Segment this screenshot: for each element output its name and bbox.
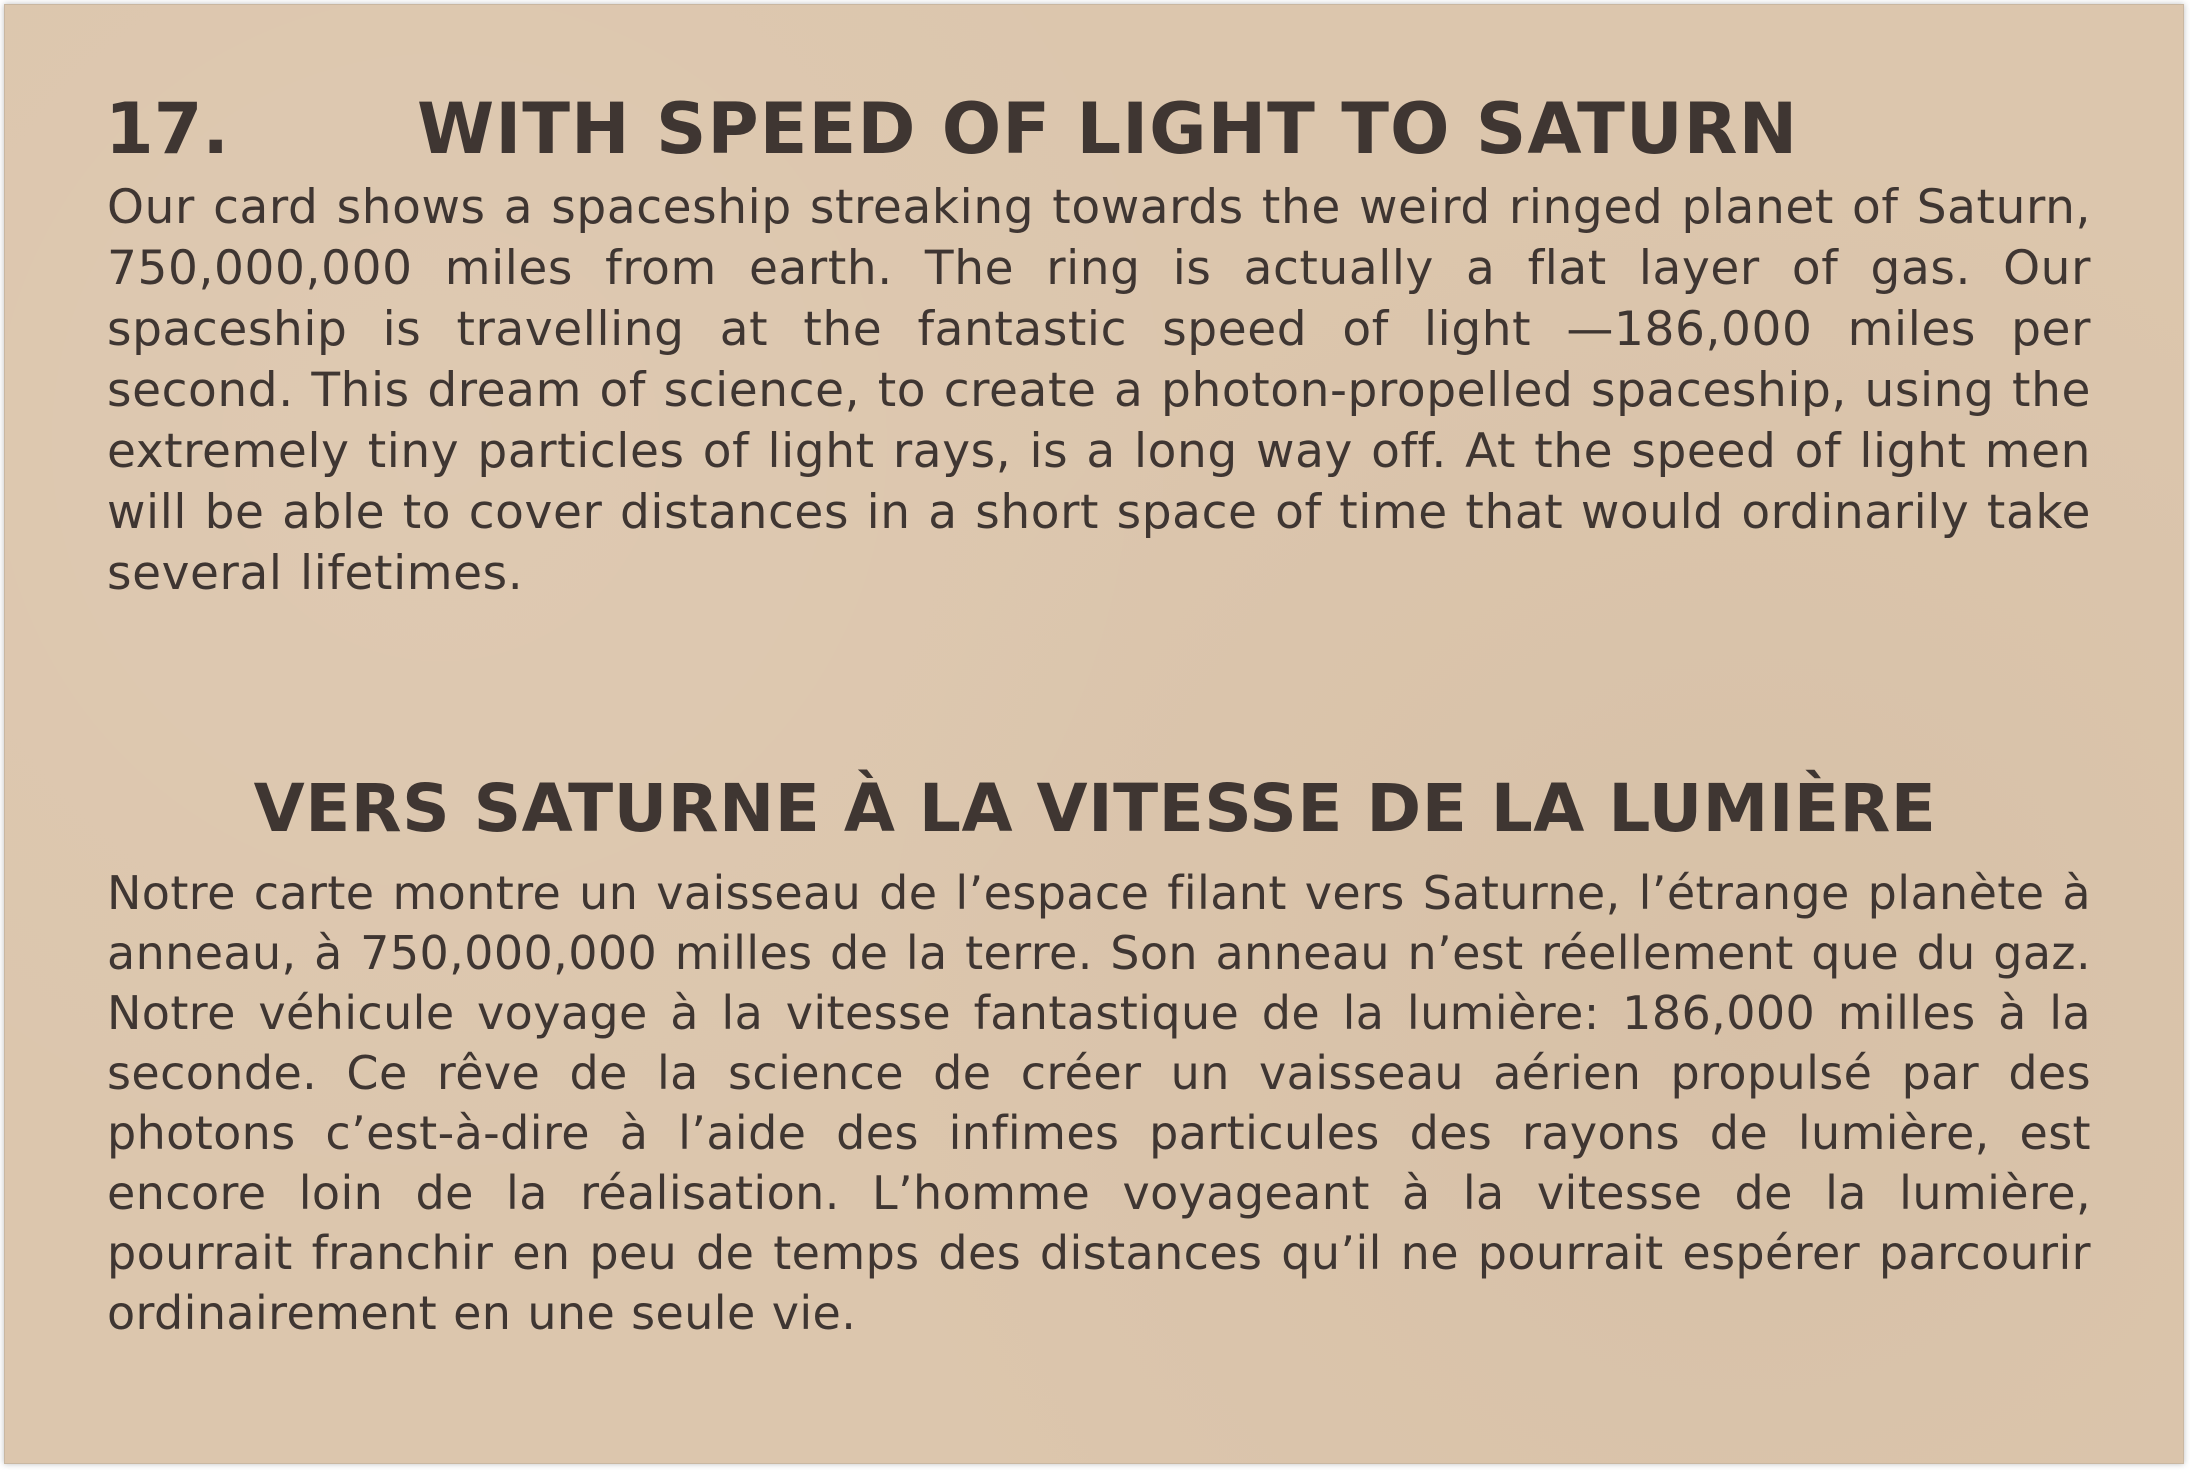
card-number: 17. [105, 88, 230, 170]
english-description: Our card shows a spaceship streaking towards the weird ringed planet of Saturn, 750,000,000 miles from earth. The ring is actually a flat layer of gas. Our spaceship is travelling at the fantastic speed of light —186,000 miles per second. This dream of science, to create a photon-propelled spaceship, using the extremely tiny particles of light rays, is a long way off. At the speed of light men will be able to cover distances in a short space of time that would ordinarily take several lifetimes. [107, 180, 2091, 601]
trading-card-back [4, 4, 2184, 1464]
english-title: WITH SPEED OF LIGHT TO SATURN [417, 88, 1799, 170]
french-title: VERS SATURNE À LA VITESSE DE LA LUMIÈRE [253, 770, 1937, 847]
french-description: Notre carte montre un vaisseau de l’espace filant vers Saturne, l’étrange planète à anneau, à 750,000,000 milles de la terre. Son anneau n’est réellement que du gaz. Notre véhicule voyage à la vitesse fantastique de la lumière: 186,000 milles à la seconde. Ce rêve de la science de créer un vaisseau aérien propulsé par des photons c’est-à-dire à l’aide des infimes particules des rayons de lumière, est encore loin de la réalisation. L’homme voyageant à la vitesse de la lumière, pourrait franchir en peu de temps des distances qu’il ne pourrait espérer parcourir ordinairement en une seule vie. [107, 866, 2091, 1340]
english-heading [105, 87, 2095, 171]
